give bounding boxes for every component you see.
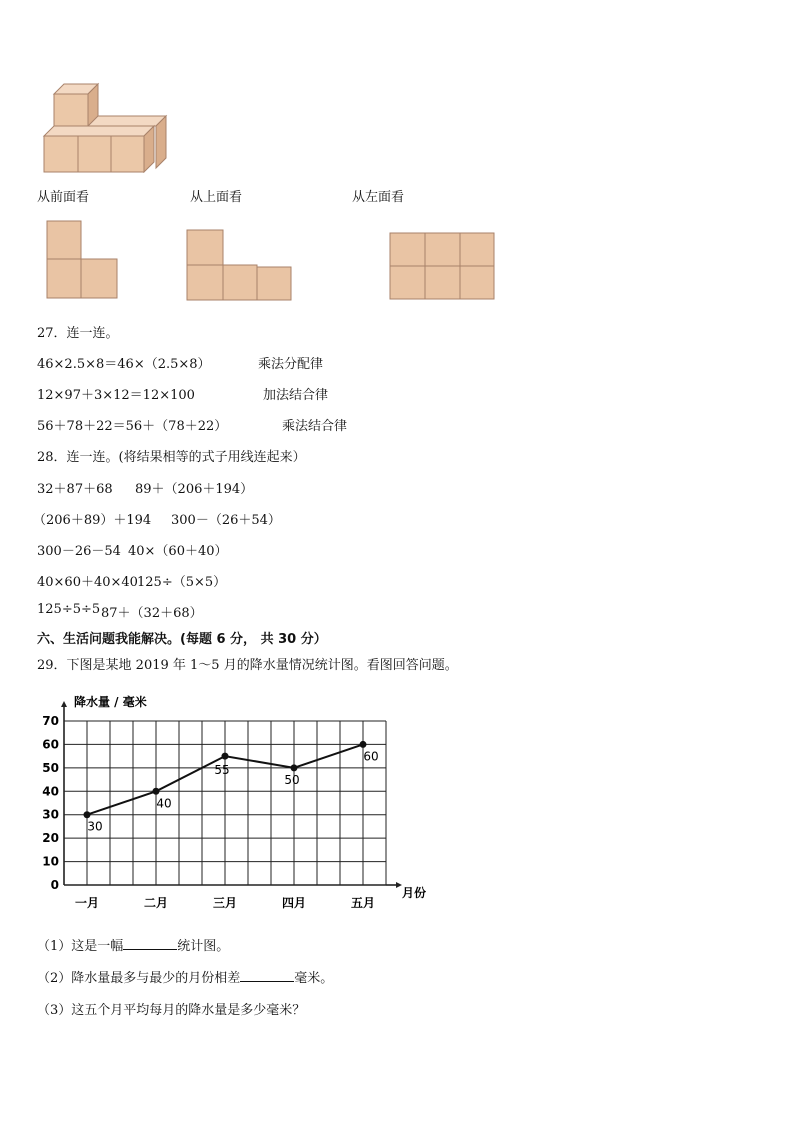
y-tick-label: 10: [42, 854, 59, 869]
chart-y-axis-label: 降水量 / 毫米: [74, 695, 147, 709]
chart-y-ticks: [42, 714, 59, 892]
q29-sub1: [37, 935, 229, 954]
data-point: [222, 753, 229, 760]
q29-sub2: [37, 967, 333, 986]
q28-left-2: （206＋89）＋194: [33, 513, 152, 528]
data-label: 40: [156, 796, 172, 811]
y-tick-label: 50: [42, 760, 59, 775]
rainfall-line-chart: [28, 688, 438, 916]
top-view-figure: [186, 229, 294, 303]
q29-sub2-prefix: （2）降水量最多与最少的月份相差: [37, 971, 241, 986]
y-tick-label: 40: [42, 784, 59, 799]
q29-sub3: （3）这五个月平均每月的降水量是多少毫米？: [37, 1003, 306, 1018]
q27-expr-1: 46×2.5×8＝46×（2.5×8）: [37, 357, 211, 372]
left-view-figure: [389, 232, 497, 302]
top-view-label: 从上面看: [190, 190, 243, 205]
x-tick-label: 二月: [143, 896, 169, 910]
cube-stack-front-row: [44, 126, 154, 172]
y-tick-label: 20: [42, 831, 59, 846]
q28-right-3: 40×（60＋40）: [128, 544, 228, 559]
data-label: 55: [214, 763, 230, 778]
x-tick-label: 三月: [212, 896, 238, 910]
q28-right-1: 89＋（206＋194）: [135, 482, 254, 497]
x-tick-label: 四月: [281, 896, 307, 910]
q28-left-4: 40×60＋40×40: [37, 575, 138, 590]
data-point: [360, 741, 367, 748]
x-tick-label: 五月: [350, 896, 376, 910]
q27-law-2: 加法结合律: [263, 388, 329, 403]
q27-law-1: 乘法分配律: [258, 357, 324, 372]
data-point: [291, 764, 298, 771]
chart-x-axis-label: 月份: [402, 886, 427, 900]
q29-sub1-answer-blank[interactable]: [123, 949, 177, 950]
data-label: 50: [284, 772, 300, 787]
cube-stack-figure: [40, 78, 175, 173]
q27-expr-2: 12×97＋3×12＝12×100: [37, 388, 195, 403]
q28-right-5: 87＋（32＋68）: [101, 606, 203, 621]
q29-sub1-suffix: 统计图。: [177, 939, 230, 954]
y-tick-label: 30: [42, 807, 59, 822]
q29-sub2-answer-blank[interactable]: [240, 981, 294, 982]
y-axis-arrow-head: [61, 701, 67, 707]
section-6-heading: 六、生活问题我能解决。(每题 6 分， 共 30 分）: [37, 632, 327, 647]
q27-title: 27．连一连。: [37, 326, 119, 341]
q27-expr-3: 56＋78＋22＝56＋（78＋22）: [37, 419, 228, 434]
data-label: 30: [87, 819, 103, 834]
data-label: 60: [363, 749, 379, 764]
q27-law-3: 乘法结合律: [282, 419, 348, 434]
q28-right-2: 300－（26＋54）: [171, 513, 281, 528]
data-point: [84, 811, 91, 818]
q28-left-3: 300－26－54: [37, 544, 121, 559]
x-tick-label: 一月: [74, 896, 100, 910]
q29-sub1-prefix: （1）这是一幅: [37, 939, 124, 954]
chart-grid: [61, 701, 402, 888]
front-view-figure: [46, 220, 120, 300]
q28-left-5: 125÷5÷5: [37, 602, 101, 617]
q29-sub2-suffix: 毫米。: [294, 971, 334, 986]
y-tick-label: 0: [50, 878, 59, 892]
chart-series: [84, 741, 379, 834]
y-tick-label: 60: [42, 737, 59, 752]
data-point: [153, 788, 160, 795]
q29-title: 29．下图是某地 2019 年 1～5 月的降水量情况统计图。看图回答问题。: [37, 658, 458, 673]
chart-x-ticks: [75, 896, 375, 910]
q28-title: 28．连一连。(将结果相等的式子用线连起来）: [37, 450, 306, 465]
y-tick-label: 70: [42, 714, 59, 728]
left-view-label: 从左面看: [352, 190, 405, 205]
q28-left-1: 32＋87＋68: [37, 482, 113, 497]
front-view-label: 从前面看: [37, 190, 90, 205]
q28-right-4: 125÷（5×5）: [137, 575, 227, 590]
